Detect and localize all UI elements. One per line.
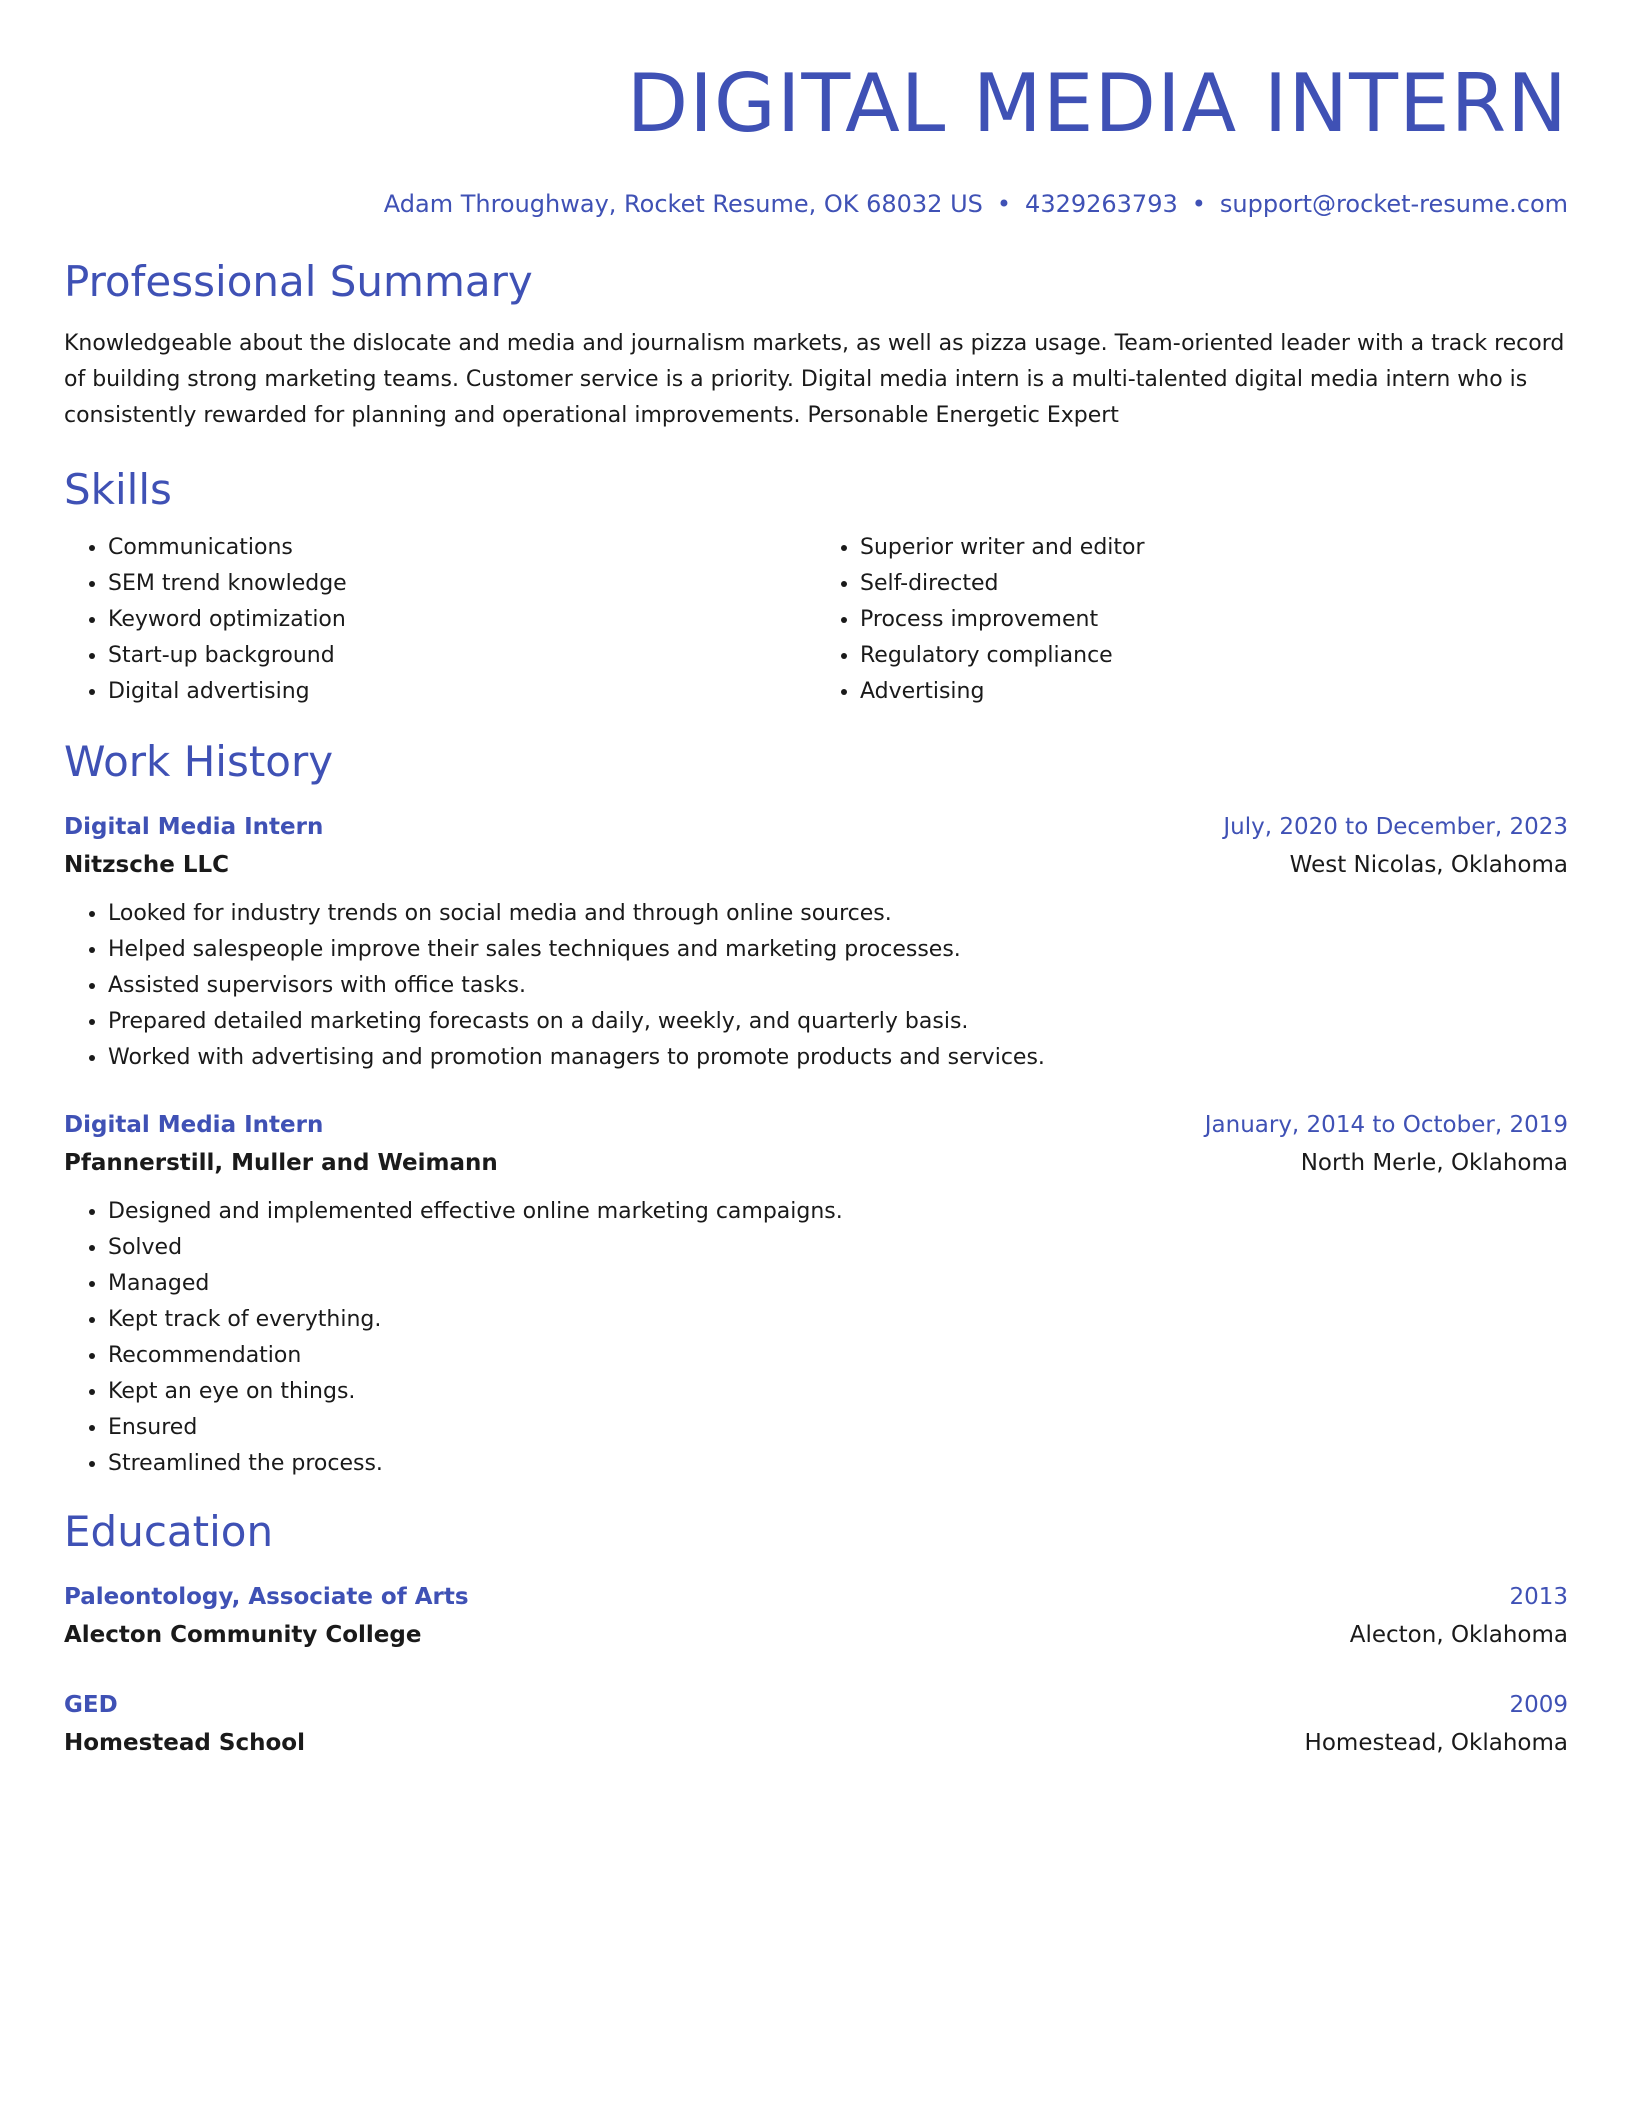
job-bullet: • Worked with advertising and promotion managers to promote products and services.	[108, 1040, 1568, 1076]
resume-header	[64, 56, 1568, 220]
job-entry	[64, 1106, 1568, 1482]
education-degree-row	[64, 1686, 1568, 1724]
work-history-section	[64, 734, 1568, 1482]
skills-column-left	[64, 530, 816, 710]
education-school-row	[64, 1724, 1568, 1762]
education-degree: Paleontology, Associate of Arts	[64, 1584, 469, 1610]
education-school: Homestead School	[64, 1730, 305, 1756]
job-title: Digital Media Intern	[64, 814, 324, 840]
job-bullet: • Solved	[108, 1230, 1568, 1266]
education-year: 2009	[1509, 1692, 1568, 1718]
job-company: Nitzsche LLC	[64, 852, 230, 878]
contact-separator: •	[996, 190, 1012, 218]
job-title: Digital Media Intern	[64, 1112, 324, 1138]
job-location: West Nicolas, Oklahoma	[1289, 852, 1568, 878]
summary-text: Knowledgeable about the dislocate and media and journalism markets, as well as pizza usage. Team-oriented leader with a track record of building strong marketing teams. Customer service is a priority. Digital media intern is a multi-talented digital media intern who is consistently rewarded for planning and operational improvements. Personable Energetic Expert	[64, 331, 1565, 428]
education-year: 2013	[1509, 1584, 1568, 1610]
job-title-row	[64, 1106, 1568, 1144]
professional-summary-section	[64, 254, 1568, 434]
education-section	[64, 1504, 1568, 1762]
job-bullet: • Managed	[108, 1266, 1568, 1302]
contact-phone: 4329263793	[1025, 190, 1178, 218]
contact-separator: •	[1191, 190, 1206, 218]
skill-item: • Digital advertising	[108, 674, 816, 710]
job-bullet: • Looked for industry trends on social media and through online sources.	[108, 896, 1568, 932]
job-dates: July, 2020 to December, 2023	[1223, 814, 1568, 840]
job-company-row	[64, 846, 1568, 884]
contact-line	[64, 188, 1568, 220]
job-location: North Merle, Oklahoma	[1300, 1150, 1568, 1176]
job-bullet: • Kept an eye on things.	[108, 1374, 1568, 1410]
job-bullet: • Recommendation	[108, 1338, 1568, 1374]
education-degree: GED	[64, 1692, 118, 1718]
contact-address: Adam Throughway, Rocket Resume, OK 68032 US	[383, 190, 983, 218]
job-dates: January, 2014 to October, 2019	[1204, 1112, 1568, 1138]
skill-item: • Keyword optimization	[108, 602, 816, 638]
section-heading-work: Work History	[64, 737, 334, 786]
skills-grid	[64, 530, 1568, 710]
education-location: Homestead, Oklahoma	[1304, 1730, 1568, 1756]
job-bullet: • Ensured	[108, 1410, 1568, 1446]
education-location: Alecton, Oklahoma	[1349, 1622, 1568, 1648]
education-school: Alecton Community College	[64, 1622, 422, 1648]
skills-column-right	[816, 530, 1568, 710]
skill-item: • Start-up background	[108, 638, 816, 674]
skill-item: • SEM trend knowledge	[108, 566, 816, 602]
job-bullets	[64, 896, 1568, 1076]
job-bullet: • Streamlined the process.	[108, 1446, 1568, 1482]
skill-item: • Advertising	[860, 674, 1568, 710]
skills-section	[64, 462, 1568, 710]
job-entry	[64, 808, 1568, 1076]
contact-email[interactable]: support@rocket-resume.com	[1219, 190, 1568, 218]
skill-item: • Regulatory compliance	[860, 638, 1568, 674]
job-company-row	[64, 1144, 1568, 1182]
job-bullet: • Prepared detailed marketing forecasts on a daily, weekly, and quarterly basis.	[108, 1004, 1568, 1040]
skill-item: • Communications	[108, 530, 816, 566]
job-bullet: • Designed and implemented effective online marketing campaigns.	[108, 1194, 1568, 1230]
job-bullets	[64, 1194, 1568, 1482]
skill-item: • Self-directed	[860, 566, 1568, 602]
education-entry	[64, 1686, 1568, 1762]
job-company: Pfannerstill, Muller and Weimann	[64, 1150, 498, 1176]
job-bullet: • Kept track of everything.	[108, 1302, 1568, 1338]
resume-title: DIGITAL MEDIA INTERN	[626, 57, 1568, 150]
section-heading-education: Education	[64, 1507, 274, 1556]
skill-item: • Process improvement	[860, 602, 1568, 638]
education-entry	[64, 1578, 1568, 1654]
skill-item: • Superior writer and editor	[860, 530, 1568, 566]
job-bullet: • Assisted supervisors with office tasks.	[108, 968, 1568, 1004]
section-heading-summary: Professional Summary	[64, 257, 533, 306]
education-school-row	[64, 1616, 1568, 1654]
education-degree-row	[64, 1578, 1568, 1616]
job-title-row	[64, 808, 1568, 846]
job-bullet: • Helped salespeople improve their sales techniques and marketing processes.	[108, 932, 1568, 968]
section-heading-skills: Skills	[64, 465, 172, 514]
